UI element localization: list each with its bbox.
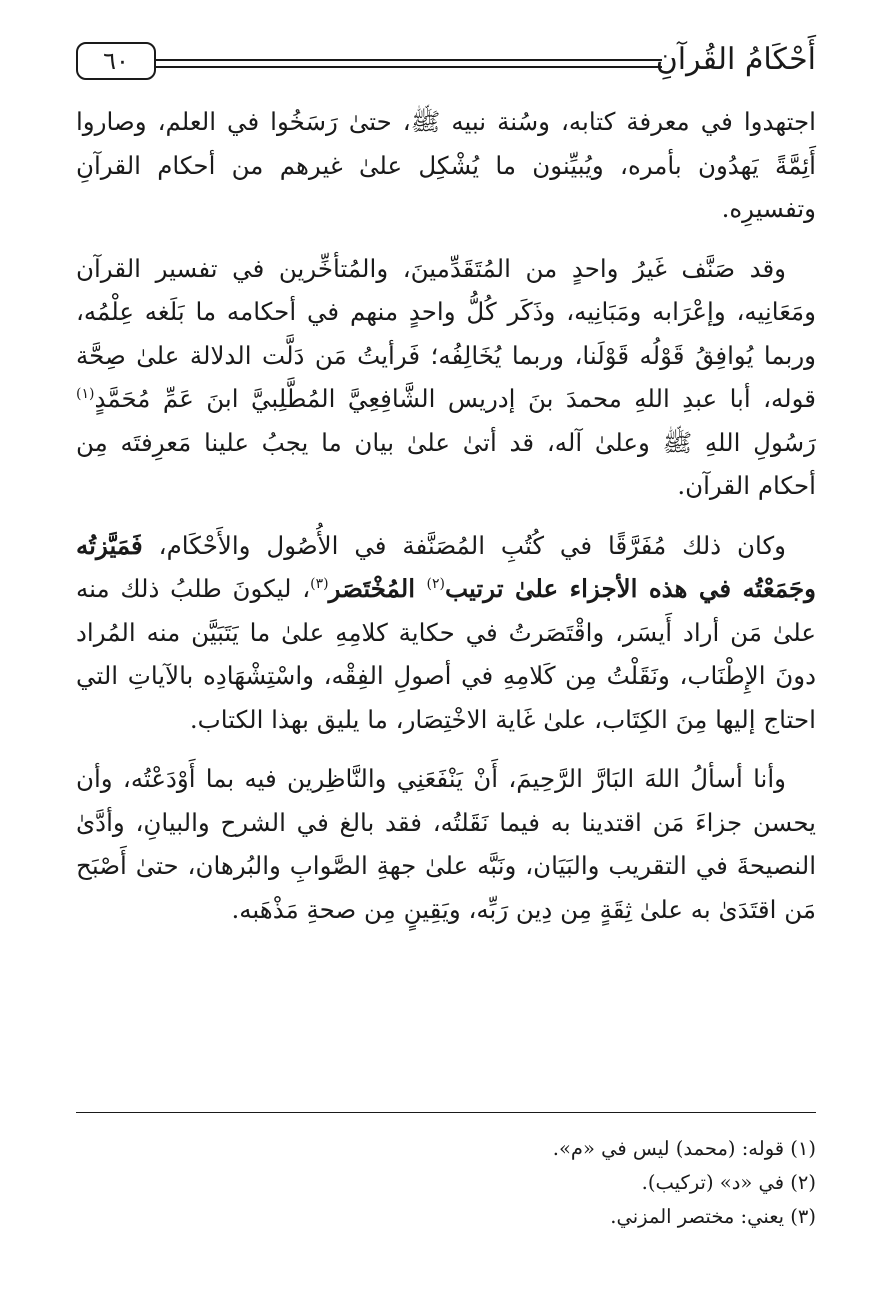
footnote-3: (٣) يعني: مختصر المزني.: [610, 1205, 816, 1228]
main-text: [76, 100, 816, 947]
paragraph-1: اجتهدوا في معرفة كتابه، وسُنة نبيه ﷺ، حتىٰ رَسَخُوا في العلم، وصاروا أَئِمَّةً يَهدُون بأمره، ويُبيِّنون ما يُشْكِل علىٰ غيرهم من أحكام القرآنِ وتفسيرِه.: [76, 107, 816, 223]
paragraph-3-bold: فَمَيَّزتُه وجَمَعْتُه في هذه الأجزاء علىٰ ترتيب: [76, 530, 816, 603]
paragraph-3-bold-title: المُخْتَصَر: [328, 574, 427, 603]
page-number-frame: [76, 42, 156, 80]
running-header: [76, 38, 816, 88]
footnote-ref-2[interactable]: (٢): [426, 575, 445, 592]
paragraph-4: وأنا أسألُ اللهَ البَارَّ الرَّحِيمَ، أَنْ يَنْفَعَنِي والنَّاظِرين فيه بما أَوْدَعْتُه، وأن يحسن جزاءَ مَن اقتدينا به فيما نَقَلتُه، فقد بالغ في الشرح والبيانِ، وأدَّىٰ النصيحةَ في التقريب والبَيَان، ونَبَّه علىٰ جهةِ الصَّوابِ والبُرهان، حتىٰ أَصْبَح مَن اقتَدَىٰ به علىٰ ثِقَةٍ مِن دِين رَبِّه، ويَقِينٍ مِن صحةِ مَذْهَبه.: [76, 764, 816, 924]
paragraph-3-tail: ، ليكونَ طلبُ ذلك منه علىٰ مَن أراد أَيسَر، واقْتَصَرتُ في حكاية كلامِهِ علىٰ ما يَتَبَيَّن منه المُراد دونَ الإِطْنَاب، ونَقَلْتُ مِن كَلامِهِ في أصولِ الفِقْه، واسْتِشْهَادِه بالآياتِ التي احتاج إليها مِنَ الكِتَاب، علىٰ غَاية الاخْتِصَار، ما يليق بهذا الكتاب.: [76, 574, 816, 734]
footnote-2: (٢) في «د» (تركيب).: [641, 1171, 816, 1194]
footnote-ref-1[interactable]: (١): [76, 385, 95, 402]
paragraph-2-text: وقد صَنَّف غَيرُ واحدٍ من المُتَقَدِّمينَ، والمُتأخِّرين في تفسير القرآن ومَعَانِيه، وإعْرَابه ومَبَانِيه، وذَكَر كُلُّ واحدٍ منهم في أحكامه ما بَلَغه عِلْمُه، وربما يُوافِقُ قَوْلُه قَوْلَنا، وربما يُخَالِفُه؛ فَرأيتُ مَن دَلَّت الدلالة علىٰ صِحَّة قوله، أبا عبدِ اللهِ محمدَ بنَ إدريس الشَّافِعِيَّ المُطَّلِبيَّ ابنَ عَمِّ مُحَمَّدٍ: [76, 253, 816, 413]
paragraph-2-tail: رَسُولِ اللهِ ﷺ وعلىٰ آله، قد أتىٰ علىٰ بيان ما يجبُ علينا مَعرِفتَه مِن أحكام القرآن.: [76, 427, 816, 500]
header-double-rule: [156, 59, 662, 68]
footnote-ref-3[interactable]: (٣): [310, 575, 329, 592]
paragraph-3: [76, 524, 816, 742]
paragraph-2: [76, 247, 816, 508]
footnotes: [76, 1132, 816, 1234]
paragraph-3-text: وكان ذلك مُفَرَّقًا في كُتُبِ المُصَنَّفة في الأُصُول والأَحْكَام،: [142, 530, 786, 560]
running-title: أَحْكَامُ القُرآنِ: [655, 42, 816, 77]
footnote-separator: [76, 1112, 816, 1113]
footnote-1: (١) قوله: (محمد) ليس في «م».: [552, 1137, 816, 1160]
page-number: ٦٠: [103, 47, 129, 75]
